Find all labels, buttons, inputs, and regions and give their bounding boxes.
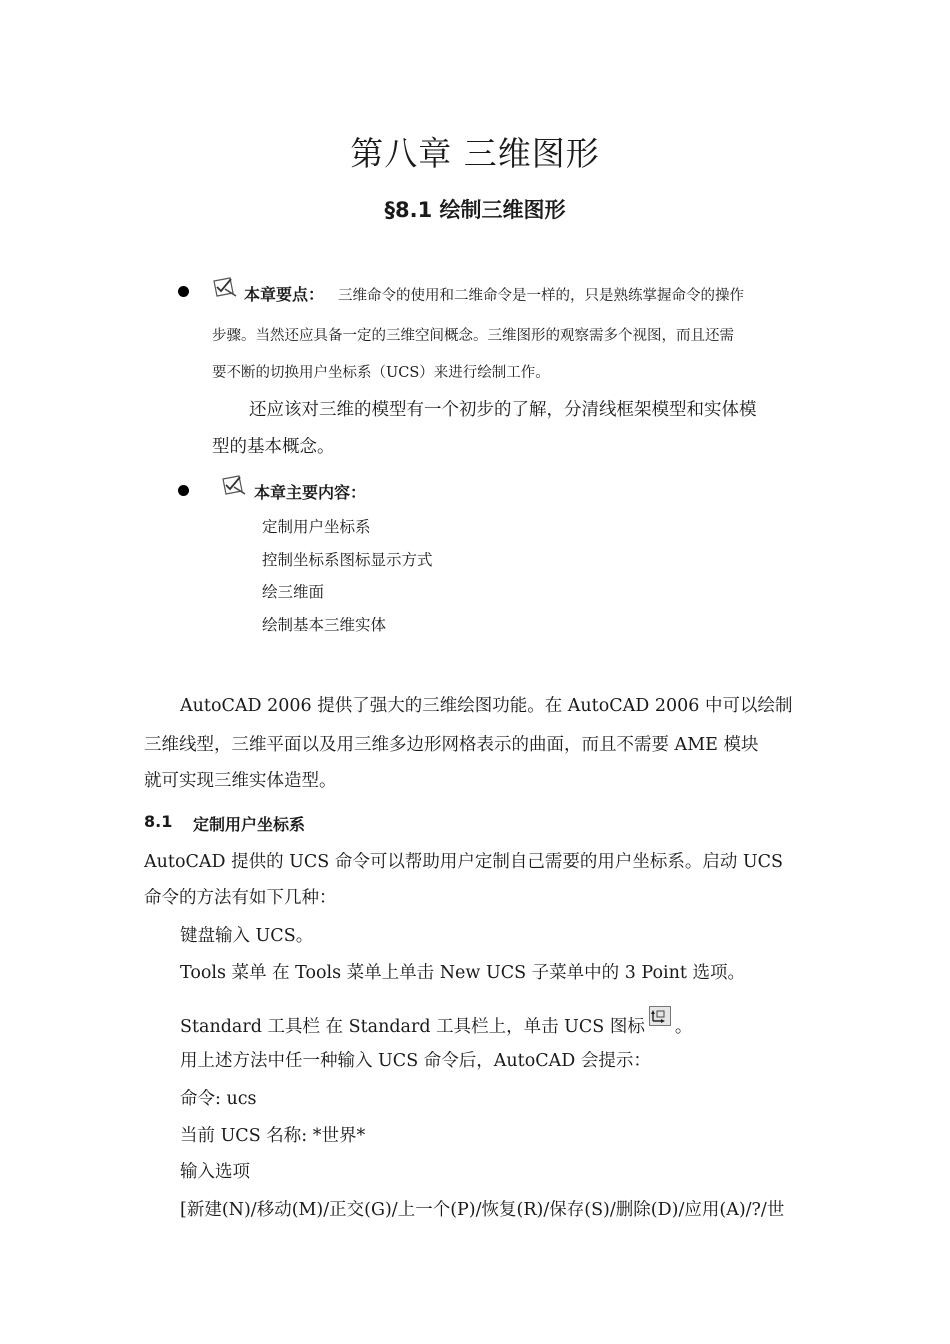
key-points-label: 本章要点： — [244, 285, 325, 304]
contents-item: 绘三维面 — [262, 583, 325, 601]
ucs-line1: AutoCAD 提供的 UCS 命令可以帮助用户定制自己需要的用户坐标系。启动 UCS — [144, 852, 784, 872]
chapter-title: 第八章 三维图形 — [350, 134, 600, 173]
cmd-line: 命令: ucs — [180, 1089, 257, 1109]
bullet-main-contents — [178, 485, 189, 496]
prompt-intro: 用上述方法中任一种输入 UCS 命令后，AutoCAD 会提示： — [180, 1051, 651, 1071]
method-keyboard: 键盘输入 UCS。 — [180, 926, 314, 946]
subsection-title: 定制用户坐标系 — [193, 815, 306, 834]
checklist-icon — [220, 474, 248, 496]
intro-line2: 三维线型，三维平面以及用三维多边形网格表示的曲面，而且不需要 AME 模块 — [144, 735, 759, 755]
section-title: §8.1 绘制三维图形 — [384, 198, 566, 222]
ucs-icon — [649, 1006, 671, 1026]
intro-line3: 就可实现三维实体造型。 — [144, 771, 337, 791]
bullet-key-points — [178, 286, 189, 297]
main-contents-label: 本章主要内容： — [254, 483, 367, 502]
key-points-line3: 要不断的切换用户坐标系（UCS）来进行绘制工作。 — [212, 365, 550, 381]
contents-item: 控制坐标系图标显示方式 — [262, 551, 433, 569]
method-standard-suffix: 。 — [674, 1017, 693, 1037]
method-standard — [180, 1006, 692, 1038]
options-line: [新建(N)/移动(M)/正交(G)/上一个(P)/恢复(R)/保存(S)/删除(D)/应用(A)/?/世 — [180, 1200, 785, 1220]
key-points-line2: 步骤。当然还应具备一定的三维空间概念。三维图形的观察需多个视图，而且还需 — [212, 328, 734, 344]
intro-line1: AutoCAD 2006 提供了强大的三维绘图功能。在 AutoCAD 2006 中可以绘制 — [180, 696, 793, 716]
key-points-para2-line1: 还应该对三维的模型有一个初步的了解，分清线框架模型和实体模 — [249, 400, 757, 420]
checklist-icon — [211, 276, 239, 298]
method-standard-text: Standard 工具栏 在 Standard 工具栏上，单击 UCS 图标 — [180, 1017, 645, 1037]
subsection-number: 8.1 — [144, 812, 173, 831]
ucs-line2: 命令的方法有如下几种： — [144, 888, 337, 908]
key-points-line1: 三维命令的使用和二维命令是一样的，只是熟练掌握命令的操作 — [338, 288, 744, 304]
key-points-para2-line2: 型的基本概念。 — [212, 437, 335, 457]
current-ucs-line: 当前 UCS 名称: *世界* — [180, 1126, 366, 1146]
input-options-line: 输入选项 — [180, 1162, 250, 1182]
method-tools: Tools 菜单 在 Tools 菜单上单击 New UCS 子菜单中的 3 Point 选项。 — [180, 963, 745, 983]
contents-item: 定制用户坐标系 — [262, 518, 371, 536]
contents-item: 绘制基本三维实体 — [262, 616, 387, 634]
